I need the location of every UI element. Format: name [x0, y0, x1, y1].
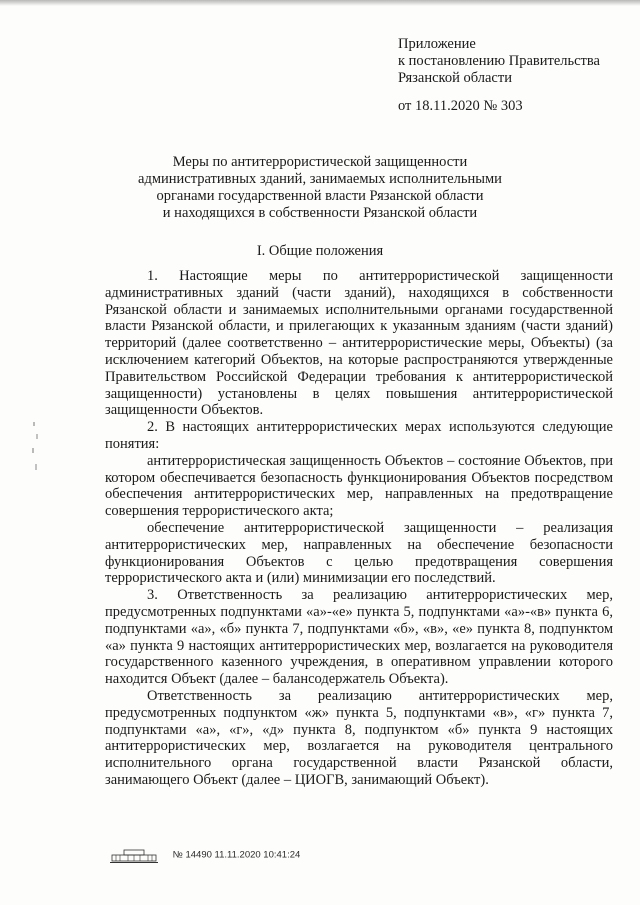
paragraph-5: 3. Ответственность за реализацию антитеррористических мер, предусмотренных подпунктами «а»-«е» пункта 5, подпунктами «а»-«в» пункта 6, подпунктами «а», «б» пункта 7, подпунктами «б», «в», «е» пункта 8, подпунктом «а» пункта 9 настоящих антитеррористических мер, возлагается на руководителя государственного казенного учреждения, в оперативном управлении которого находится Объект (далее – балансодержатель Объекта). [105, 587, 613, 688]
paragraph-2: 2. В настоящих антитеррористических мерах используются следующие понятия: [105, 419, 613, 452]
appendix-line-3: Рязанской области [398, 70, 512, 86]
title-line-4: и находящихся в собственности Рязанской области [162, 205, 478, 221]
paragraph-6: Ответственность за реализацию антитеррористических мер, предусмотренных подпунктом «ж» пункта 5, подпунктами «в», «г» пункта 7, подпунктами «а», «г», «д» пункта 8, подпунктом «б» пункта 9 настоящих антитеррористических мер, возлагается на руководителя центрального исполнительного органа государственной власти Рязанской области, занимающего Объект (далее – ЦИОГВ, занимающий Объект). [105, 687, 613, 788]
appendix-line-2: к постановлению Правительства [398, 53, 600, 69]
scan-noise-marks [30, 420, 42, 480]
appendix-line-1: Приложение [398, 36, 476, 52]
building-logo-icon [108, 846, 160, 864]
registration-stamp: № 14490 11.11.2020 10:41:24 [172, 849, 301, 861]
title-line-3: органами государственной власти Рязанской области [156, 188, 484, 204]
section-heading: I. Общие положения [256, 243, 384, 259]
title-line-2: административных зданий, занимаемых исполнительными [138, 171, 502, 187]
document-body [105, 268, 613, 789]
paragraph-1: 1. Настоящие меры по антитеррористической защищенности административных зданий (части зданий), находящихся в собственности Рязанской области и занимаемых исполнительными органами государственной власти Рязанской области, и прилегающих к указанным зданиям (части зданий) территорий (далее соответственно – антитеррористические меры, Объекты) (за исключением категорий Объектов, на которые распространяются утвержденные Правительством Российской Федерации требования к антитеррористической защищенности) установлены в целях повышения антитеррористической защищенности Объектов. [105, 268, 613, 419]
registration-footer [108, 846, 300, 864]
resolution-date: от 18.11.2020 № 303 [398, 98, 523, 114]
scan-edge [0, 0, 640, 6]
paragraph-4: обеспечение антитеррористической защищенности – реализация антитеррористических мер, направленных на обеспечение безопасности функционирования Объектов с целью предотвращения совершения террористического акта и (или) минимизации его последствий. [105, 519, 613, 587]
paragraph-3: антитеррористическая защищенность Объектов – состояние Объектов, при котором обеспечивается безопасность функционирования Объектов посредством обеспечения антитеррористических мер, направленных на предотвращение совершения террористического акта; [105, 452, 613, 520]
appendix-block [398, 36, 600, 87]
document-title [100, 154, 540, 222]
title-line-1: Меры по антитеррористической защищенности [172, 154, 468, 170]
